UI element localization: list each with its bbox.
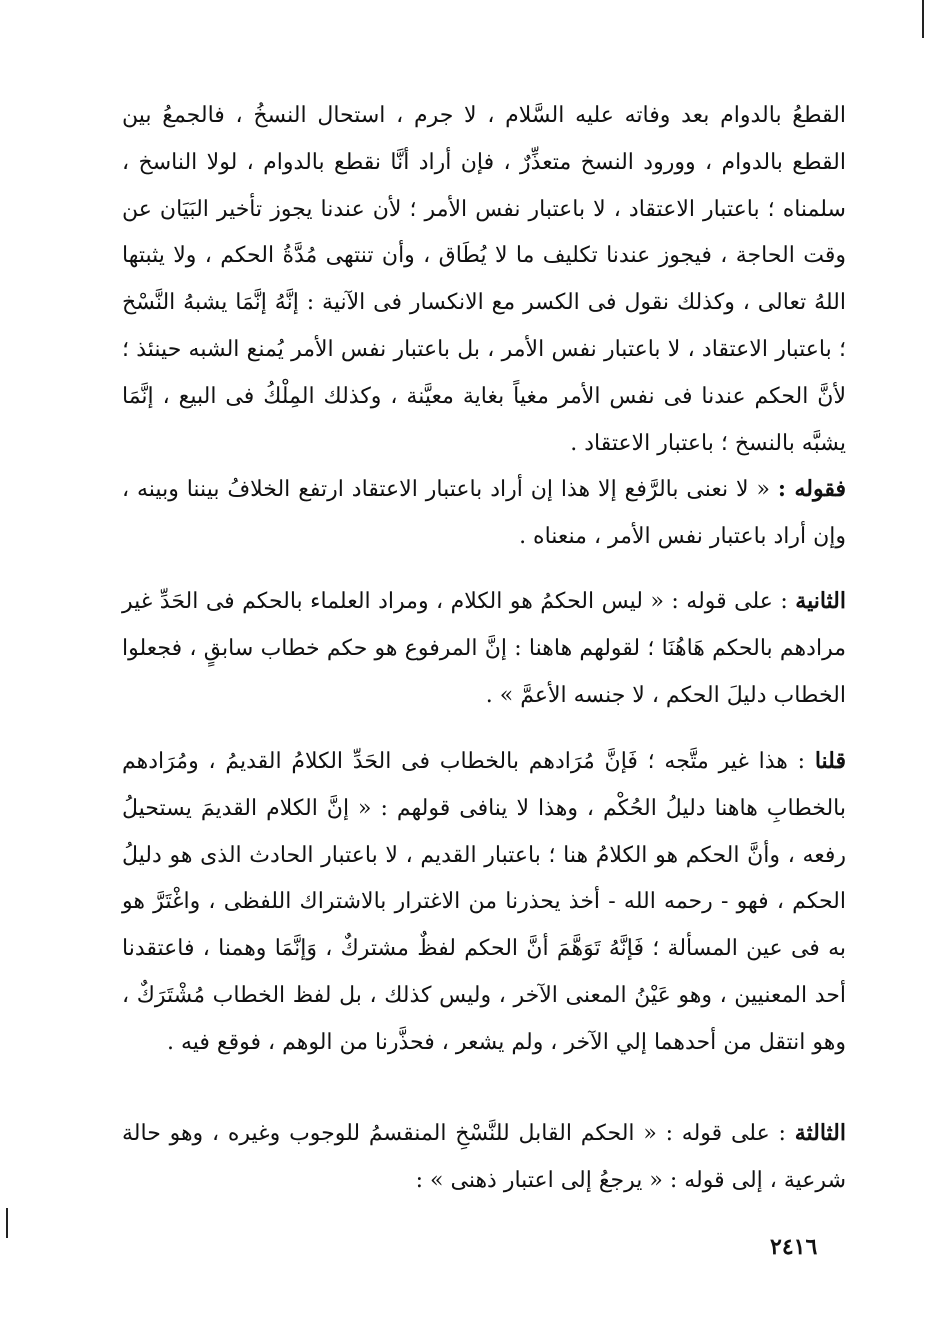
paragraph-text: القطعُ بالدوام بعد وفاته عليه السَّلام ، لا جرم ، استحال النسخُ ، فالجمعُ بين القطع بالدوام ، وورود النسخ متعذِّرٌ ، فإن أراد أنَّا نقطع بالدوام ، لولا الناسخ ، سلمناه ؛ باعتبار الاعتقاد ، لا باعتبار نفس الأمر ؛ لأن عندنا يجوز تأخير البَيَان عن وقت الحاجة ، فيجوز عندنا تكليف ما لا يُطَاق ، وأن تنتهى مُدَّةُ الحكم ، ولا يثبتها اللهُ تعالى ، وكذلك نقول فى الكسر مع الانكسار فى الآنية : إنَّهُ إنَّمَا يشبهُ النَّسْخ ؛ باعتبار الاعتقاد ، لا باعتبار نفس الأمر ، بل باعتبار نفس الأمر يُمنع الشبه حينئذ ؛ لأنَّ الحكم عندنا فى نفس الأمر مغياً بغاية معيَّنة ، وكذلك المِلْكُ فى البيع ، إنَّمَا يشبَّه بالنسخ ؛ باعتبار الاعتقاد . bbox=[122, 103, 846, 456]
paragraph bbox=[122, 466, 846, 561]
paragraph-text: : على قوله : « الحكم القابل للنَّسْخِ المنقسمُ للوجوب وغيره ، وهو حالة شرعية ، إلى قوله : « يرجعُ إلى اعتبار ذهنى » : bbox=[122, 1121, 846, 1193]
paragraph bbox=[122, 738, 846, 1067]
scan-edge-mark bbox=[6, 1208, 8, 1238]
paragraph-text: : هذا غير متَّجه ؛ فَإنَّ مُرَادهم بالخطاب فى الحَدِّ الكلامُ القديمُ ، ومُرَادهم بالخطابِ هاهنا دليلُ الحُكْم ، وهذا لا ينافى قولهم : « إنَّ الكلام القديمَ يستحيلُ رفعه ، وأنَّ الحكم هو الكلامُ هنا ؛ باعتبار القديم ، لا باعتبار الحادث الذى هو دليلُ الحكم ، فهو - رحمه الله - أخذ يحذرنا من الاغترار بالاشتراك اللفظى ، واغْتَرَّ هو به فى عين المسألة ؛ فَإنَّهُ تَوَهَّمَ أنَّ الحكم لفظٌ مشتركٌ ، وَإنَّمَا وهمنا ، فاعتقدنا أحد المعنيين ، وهو عَيْنُ المعنى الآخر ، وليس كذلك ، بل لفظ الخطاب مُشْتَرَكٌ ، وهو انتقل من أحدهما إلي الآخر ، ولم يشعر ، فحذَّرنا من الوهم ، فوقع فيه . bbox=[122, 749, 846, 1055]
paragraph-lead: الثالثة bbox=[794, 1120, 846, 1146]
paragraph-lead: قلنا bbox=[814, 748, 846, 774]
paragraph-lead: الثانية bbox=[795, 588, 846, 614]
page-number: ٢٤١٦ bbox=[770, 1234, 818, 1260]
paragraph-text: « لا نعنى بالرَّفع إلا هذا إن أراد باعتبار الاعتقاد ارتفع الخلافُ بيننا وبينه ، وإن أراد باعتبار نفس الأمر ، منعناه . bbox=[122, 477, 846, 549]
scan-edge-mark bbox=[922, 0, 924, 38]
paragraph bbox=[122, 92, 846, 467]
paragraph-lead: فقوله : bbox=[777, 476, 847, 502]
paragraph bbox=[122, 1110, 846, 1205]
paragraph-text: : على قوله : « ليس الحكمُ هو الكلام ، ومراد العلماء بالحكم فى الحَدِّ غير مرادهم بالحكم هَاهُنَا ؛ لقولهم هاهنا : إنَّ المرفوع هو حكم خطاب سابقٍ ، فجعلوا الخطاب دليلَ الحكم ، لا جنسه الأعمَّ » . bbox=[122, 589, 846, 708]
paragraph bbox=[122, 578, 846, 719]
